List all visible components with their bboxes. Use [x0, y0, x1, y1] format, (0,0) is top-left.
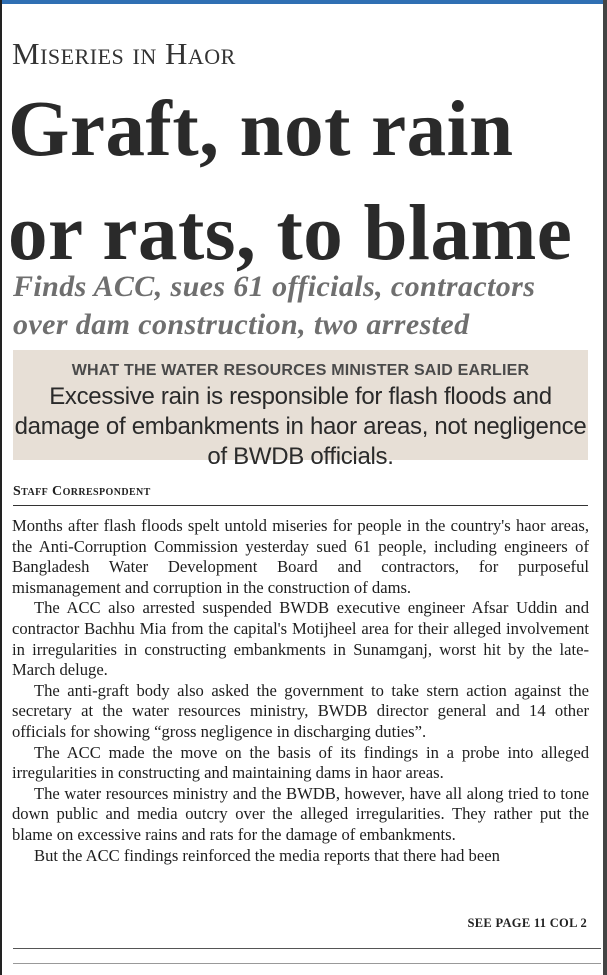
article-body	[12, 516, 589, 866]
subhead: Finds ACC, sues 61 officials, contractors over dam construction, two arrested	[13, 270, 536, 341]
right-border	[603, 0, 607, 975]
quote-text: Excessive rain is responsible for flash floods and damage of embankments in haor areas, not negligence of BWDB officials.	[14, 383, 587, 470]
headline: Graft, not rain or rats, to blame	[8, 86, 573, 277]
kicker: Miseries in Haor	[12, 36, 236, 71]
paragraph: The water resources ministry and the BWDB, however, have all along tried to tone down public and media outcry over the alleged irregularities. They rather put the blame on excessive rains and rats for the damage of embankments.	[12, 783, 589, 844]
jump-line: SEE PAGE 11 COL 2	[467, 916, 587, 930]
bottom-divider	[13, 948, 601, 949]
paragraph: Months after flash floods spelt untold miseries for people in the country's haor areas, the Anti-Corruption Commission yesterday sued 61 people, including engineers of Bangladesh Water Development Board and contractors, for purposeful mismanagement and corruption in the construction of dams.	[12, 516, 589, 597]
bottom-divider-secondary	[13, 963, 601, 964]
paragraph: The ACC made the move on the basis of its findings in a probe into alleged irregularities in constructing and maintaining dams in haor areas.	[12, 742, 589, 783]
top-border	[0, 0, 607, 4]
quote-label: WHAT THE WATER RESOURCES MINISTER SAID EARLIER	[71, 362, 530, 379]
byline-divider	[13, 505, 588, 506]
paragraph: But the ACC findings reinforced the media reports that there had been	[34, 845, 500, 865]
byline: Staff Correspondent	[13, 484, 151, 499]
left-border	[0, 0, 2, 975]
quote-box	[13, 350, 588, 470]
paragraph: The anti-graft body also asked the government to take stern action against the secretary at the water resources ministry, BWDB director general and 14 other officials for showing “gross negligence in discharging duties”.	[12, 680, 589, 741]
paragraph: The ACC also arrested suspended BWDB executive engineer Afsar Uddin and contractor Bachhu Mia from the capital's Motijheel area for their alleged involvement in irregularities in constructing embankments in Sunamganj, worst hit by the late-March deluge.	[12, 598, 589, 680]
